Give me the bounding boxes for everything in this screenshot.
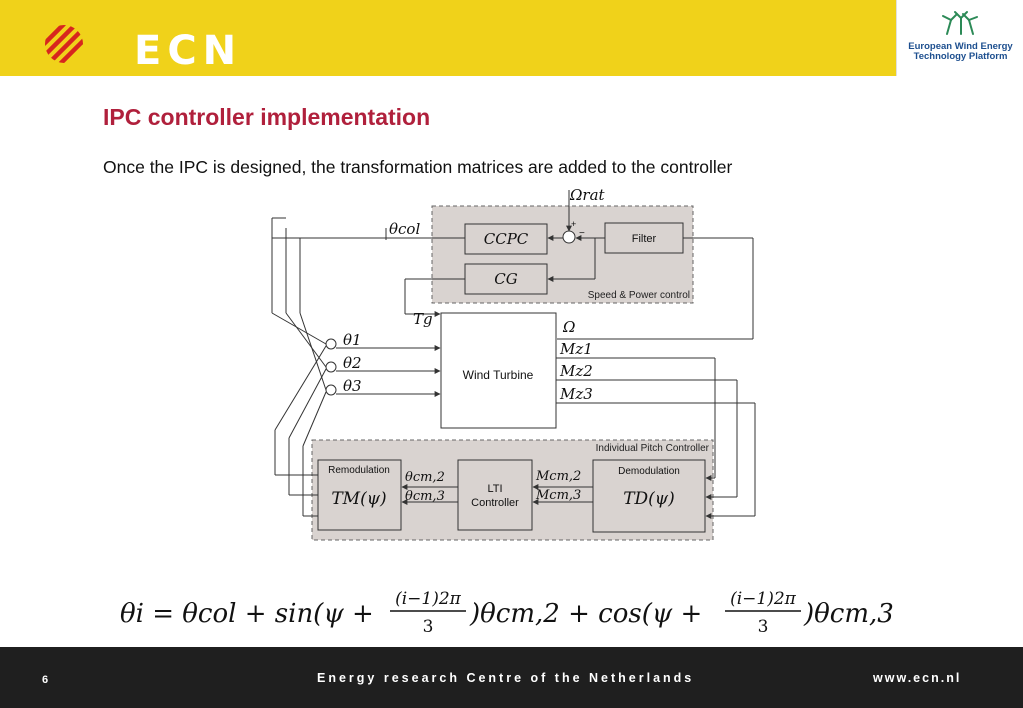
sum-theta2 (326, 362, 336, 372)
formula-mid: )θcm,2 + cos(ψ + (470, 599, 703, 629)
formula-frac-den-1: 3 (422, 617, 434, 637)
formula-frac-num-1: (i−1)2π (395, 589, 461, 609)
partner-logo-line2: Technology Platform (913, 51, 1008, 62)
formula-frac-den-2: 3 (757, 617, 769, 637)
omega-rat-label: Ωrat (570, 186, 605, 204)
plus-sign: + (571, 219, 577, 229)
theta2-label: θ2 (343, 354, 362, 372)
partner-logo-text (897, 42, 1023, 62)
theta1-label: θ1 (343, 331, 362, 349)
mz3-label: Mz3 (560, 385, 593, 403)
theta-col-label: θcol (389, 220, 421, 238)
ecn-logo-icon (38, 18, 98, 66)
header-bar (0, 0, 896, 76)
wind-turbine-label: Wind Turbine (462, 368, 534, 382)
sum-junction (563, 231, 575, 243)
formula-lhs: θi = θcol + sin(ψ + (120, 599, 374, 629)
formula-rhs: )θcm,3 (804, 599, 894, 629)
partner-logo-line1: European Wind Energy (908, 41, 1013, 52)
m-cm3-label: Mcm,3 (536, 488, 582, 503)
omega-label: Ω (563, 318, 576, 336)
theta-cm2-label: θcm,2 (405, 470, 445, 485)
slide-subtitle: Once the IPC is designed, the transformation matrices are added to the controller (103, 157, 733, 177)
slide-title: IPC controller implementation (103, 104, 431, 130)
m-cm2-label: Mcm,2 (536, 469, 582, 484)
ccpc-label: CCPC (483, 230, 529, 248)
block-diagram (265, 180, 765, 550)
formula-frac-num-2: (i−1)2π (730, 589, 796, 609)
mz1-label: Mz1 (560, 340, 593, 358)
page-number: 6 (42, 674, 49, 686)
lti-controller-block (458, 460, 532, 530)
sum-theta1 (326, 339, 336, 349)
mz2-label: Mz2 (560, 362, 593, 380)
theta3-label: θ3 (343, 377, 362, 395)
ecn-logo-text: ECN (134, 28, 243, 74)
footer-organization: Energy research Centre of the Netherlands (317, 671, 695, 685)
cg-label: CG (494, 270, 518, 288)
ipc-label: Individual Pitch Controller (595, 443, 709, 454)
minus-sign: − (579, 228, 585, 239)
demodulation-label: Demodulation (618, 466, 680, 477)
partner-logo (896, 0, 1023, 76)
lti-label-line1: LTI (487, 483, 503, 495)
ecn-logo (38, 18, 243, 74)
theta-cm3-label: θcm,3 (405, 489, 445, 504)
demodulation-math: TD(ψ) (623, 489, 675, 509)
speed-power-label: Speed & Power control (587, 290, 690, 301)
wind-turbines-icon (897, 0, 1023, 40)
filter-label: Filter (631, 233, 657, 245)
lti-label-line2: Controller (471, 497, 519, 509)
remodulation-math: TM(ψ) (331, 489, 387, 509)
sum-theta3 (326, 385, 336, 395)
tg-label: Tg (413, 310, 433, 328)
footer-url[interactable]: www.ecn.nl (873, 671, 962, 685)
footer-bar (0, 647, 1023, 708)
ipc-formula (118, 582, 908, 642)
remodulation-label: Remodulation (328, 465, 390, 476)
